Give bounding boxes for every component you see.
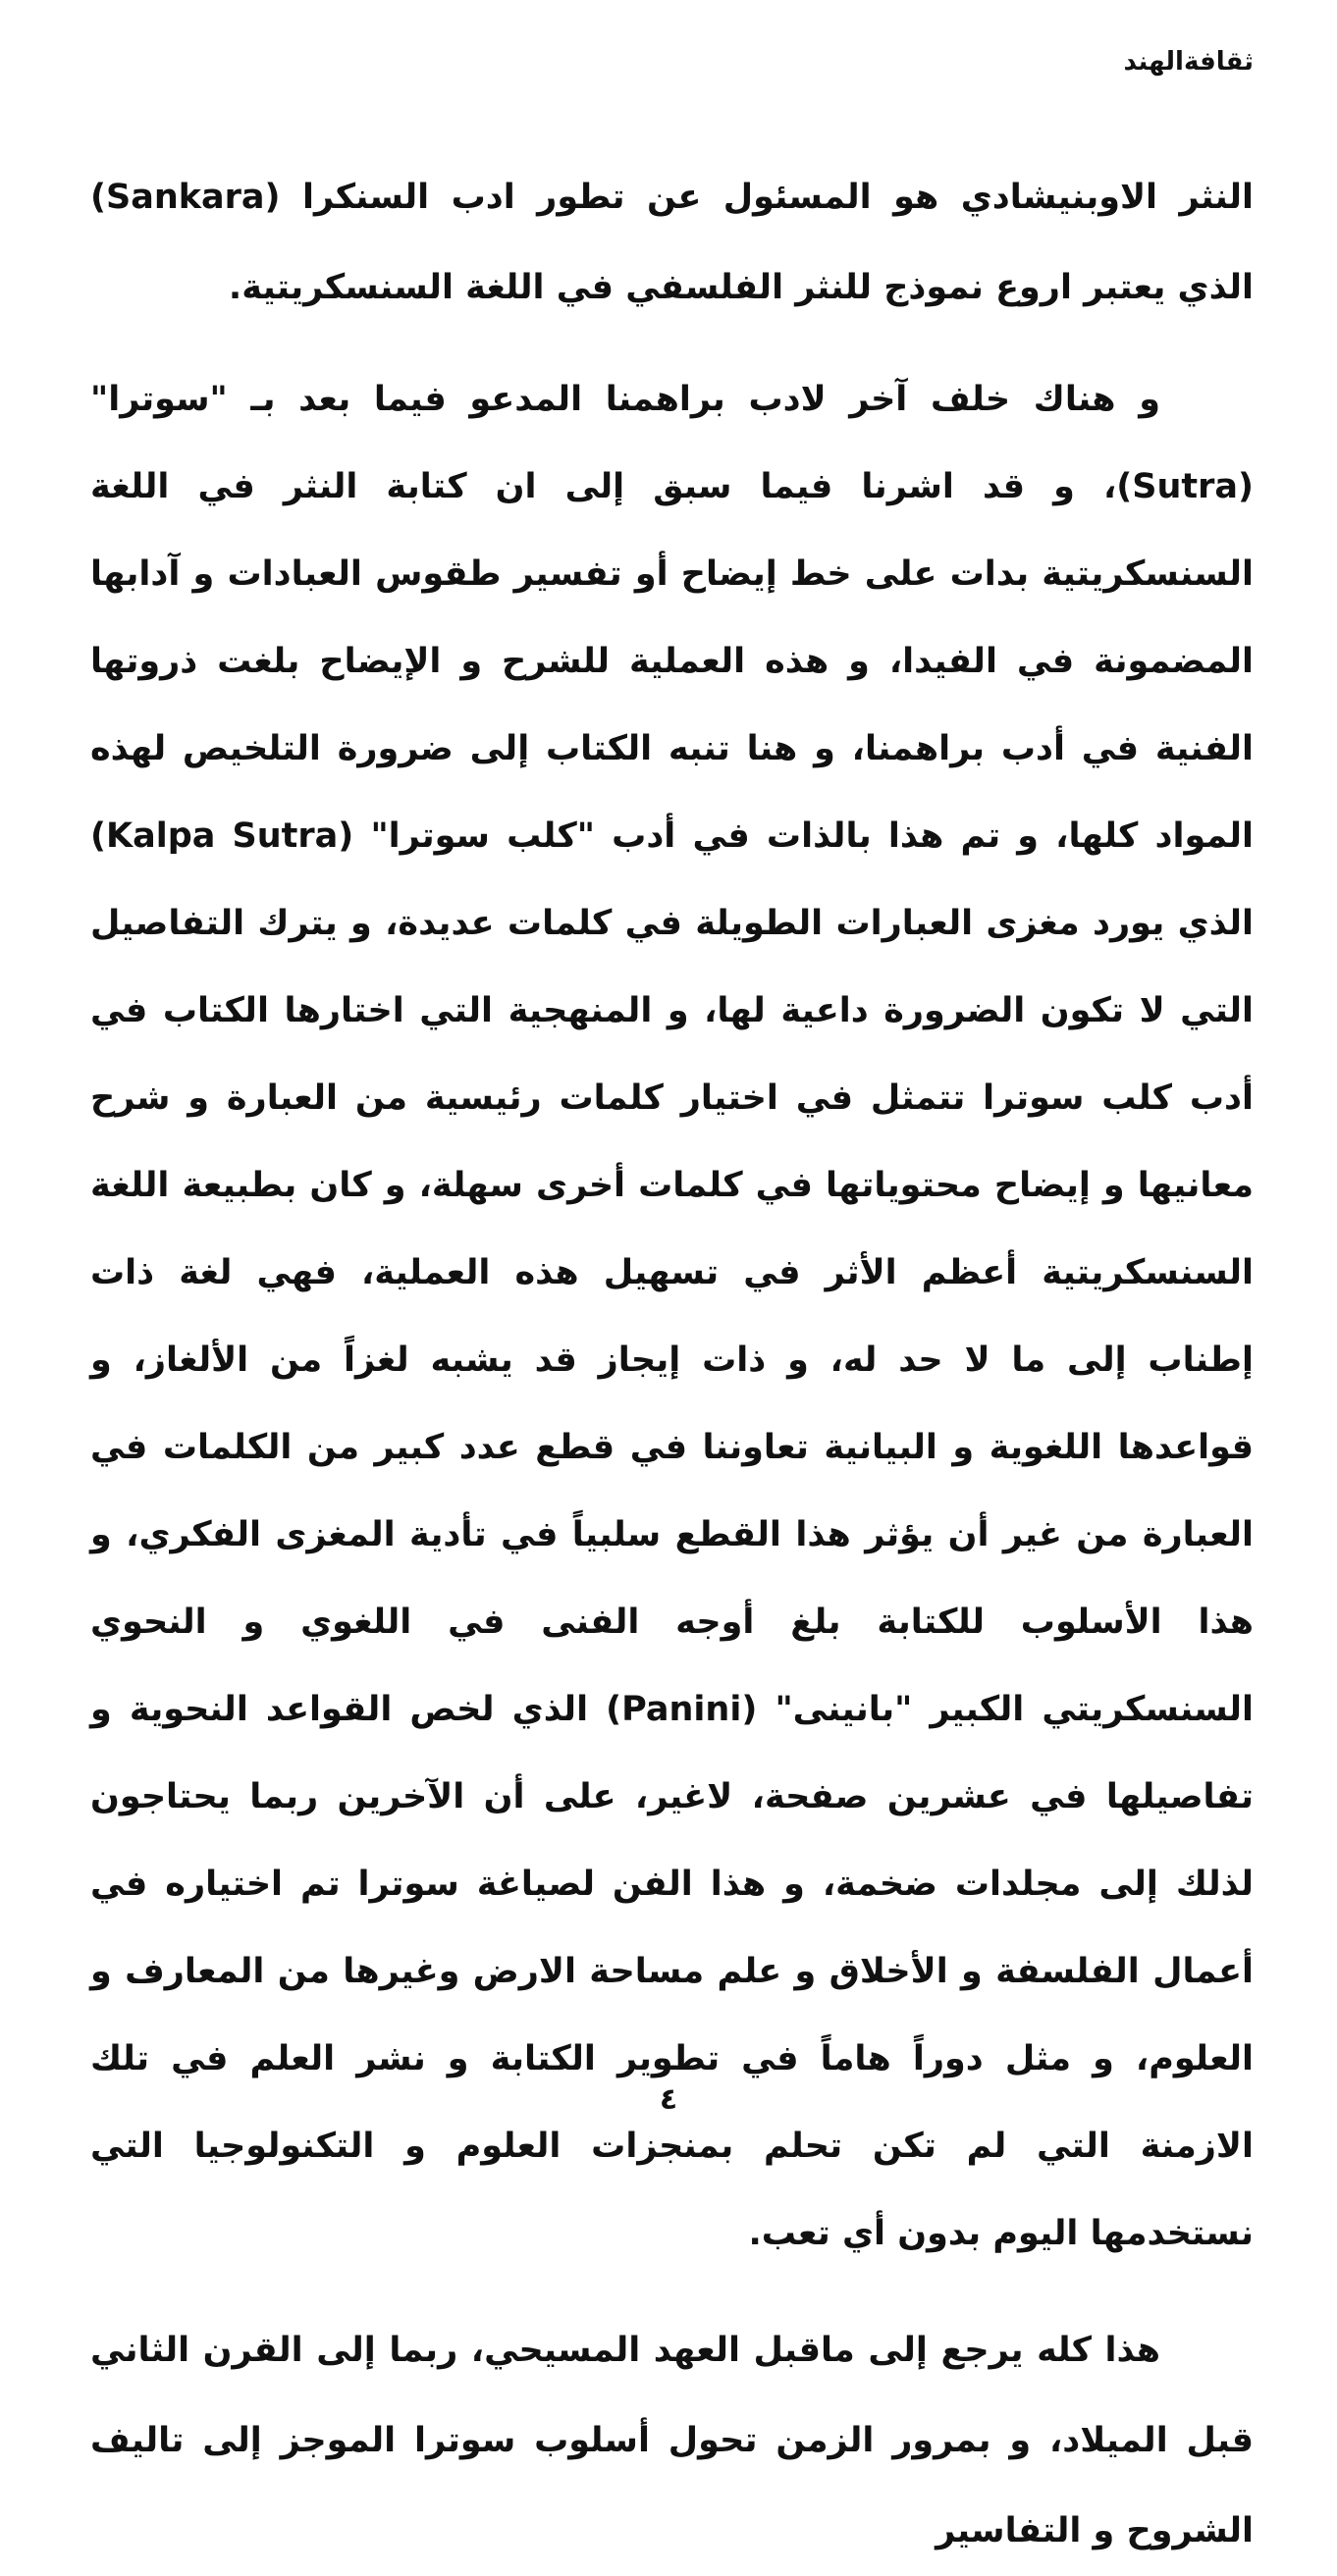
paragraph: هذا كله يرجع إلى ماقبل العهد المسيحي، ربما إلى القرن الثاني قبل الميلاد، و بمرور الزمن تحول أسلوب سوترا الموجز إلى تاليف الشروح و التفاسير [90, 2331, 1254, 2550]
running-header: ثقافةالهند [1123, 47, 1254, 77]
page-number: ٤ [659, 2082, 678, 2117]
paragraph: النثر الاوبنيشادي هو المسئول عن تطور ادب السنكرا (Sankara) الذي يعتبر اروع نموذج للنثر الفلسفي في اللغة السنسكريتية. [90, 178, 1254, 307]
body-text [90, 152, 1254, 2576]
paragraph: و هناك خلف آخر لادب براهمنا المدعو فيما بعد بـ "سوترا" (Sutra)، و قد اشرنا فيما سبق إلى ان كتابة النثر في اللغة السنسكريتية بدات على خط إيضاح أو تفسير طقوس العبادات و آدابها المضمونة في الفيدا، و هذه العملية للشرح و الإيضاح بلغت ذروتها الفنية في أدب براهمنا، و هنا تنبه الكتاب إلى ضرورة التلخيص لهذه المواد كلها، و تم هذا بالذات في أدب "كلب سوترا" (Kalpa Sutra) الذي يورد مغزى العبارات الطويلة في كلمات عديدة، و يترك التفاصيل التي لا تكون الضرورة داعية لها، و المنهجية التي اختارها الكتاب في أدب كلب سوترا تتمثل في اختيار كلمات رئيسية من العبارة و شرح معانيها و إيضاح محتوياتها في كلمات أخرى سهلة، و كان بطبيعة اللغة السنسكريتية أعظم الأثر في تسهيل هذه العملية، فهي لغة ذات إطناب إلى ما لا حد له، و ذات إيجاز قد يشبه لغزاً من الألغاز، و قواعدها اللغوية و البيانية تعاوننا في قطع عدد كبير من الكلمات في العبارة من غير أن يؤثر هذا القطع سلبياً في تأدية المغزى الفكري، و هذا الأسلوب للكتابة بلغ أوجه الفنى في اللغوي و النحوي السنسكريتي الكبير "بانينى" (Panini) الذي لخص القواعد النحوية و تفاصيلها في عشرين صفحة، لاغير، على أن الآخرين ربما يحتاجون لذلك إلى مجلدات ضخمة، و هذا الفن لصياغة سوترا تم اختياره في أعمال الفلسفة و الأخلاق و علم مساحة الارض وغيرها من المعارف و العلوم، و مثل دوراً هاماً في تطوير الكتابة و نشر العلم في تلك الازمنة التي لم تكن تحلم بمنجزات العلوم و التكنولوجيا التي نستخدمها اليوم بدون أي تعب. [90, 380, 1254, 2253]
